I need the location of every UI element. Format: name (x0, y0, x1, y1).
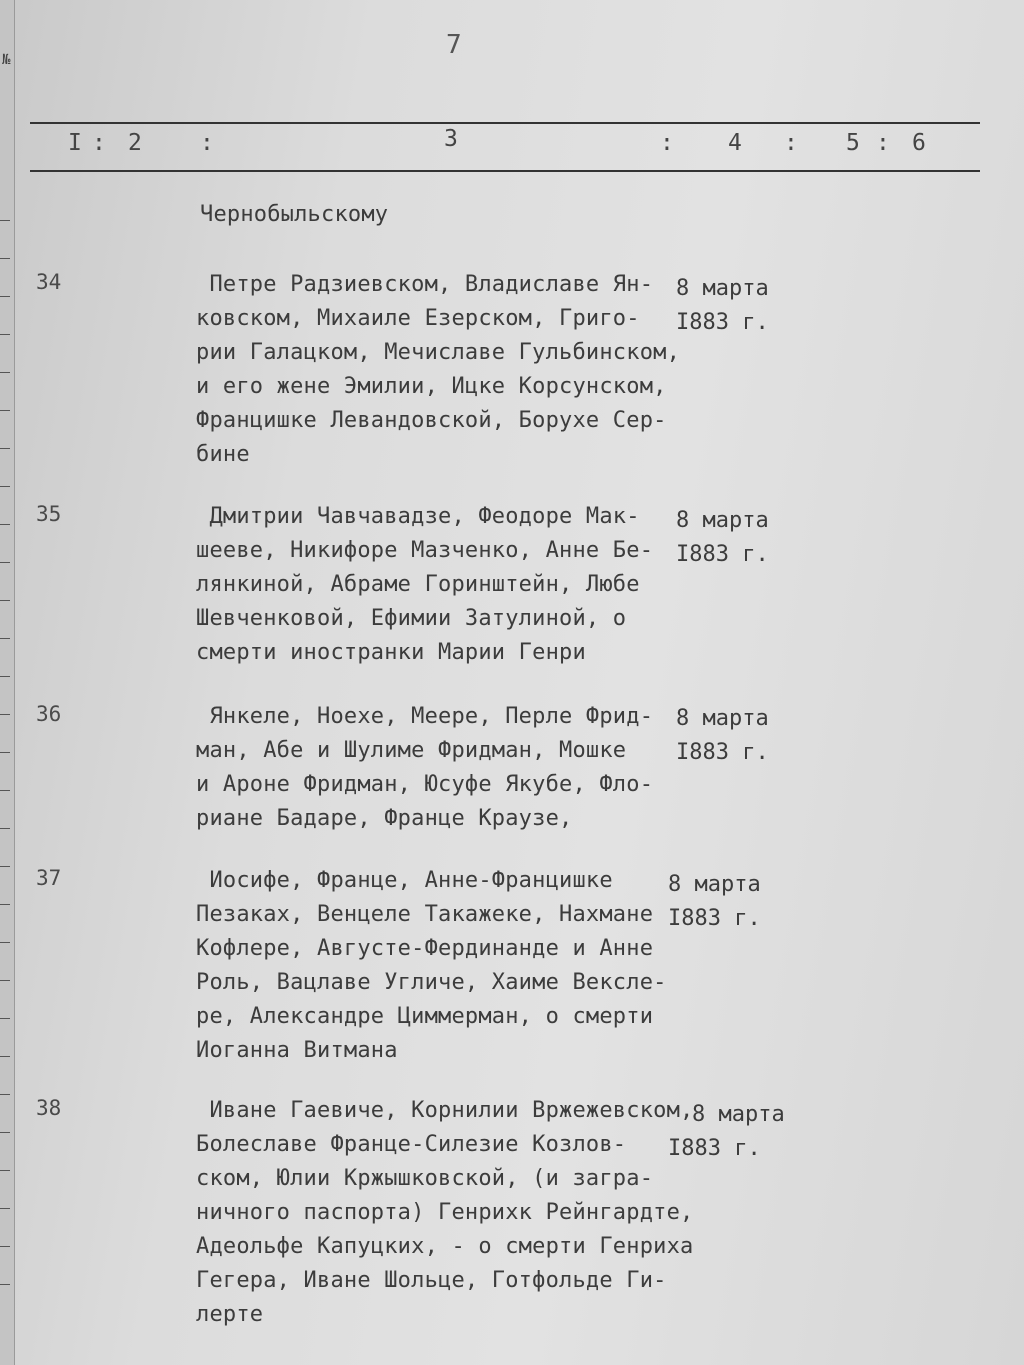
corner-mark: № (2, 52, 11, 68)
entry-date-year: I883 г. (668, 906, 761, 931)
entry-number: 38 (36, 1096, 62, 1120)
entry-text-line: Францишке Левандовской, Борухе Сер- (196, 408, 667, 433)
column-separator: : (92, 130, 106, 156)
page-number: 7 (446, 30, 462, 60)
entry-date-day: 8 марта (692, 1102, 785, 1127)
entry-text-line: Адеольфе Капуцких, - о смерти Генриха (196, 1234, 694, 1259)
section-title: Чернобыльскому (200, 202, 389, 227)
entry-text-line: Гегера, Иване Шольце, Готфольде Ги- (196, 1268, 667, 1293)
entry-date-year: I883 г. (676, 740, 769, 765)
column-header-6: 6 (912, 130, 926, 156)
entry-text-line: ничного паспорта) Генрихк Рейнгардте, (196, 1200, 694, 1225)
column-separator: : (660, 130, 674, 156)
entry-text-line: ском, Юлии Кржышковской, (и загра- (196, 1166, 654, 1191)
entry-text-line: ман, Абе и Шулиме Фридман, Мошке (196, 738, 627, 763)
entry-number: 36 (36, 702, 62, 726)
entry-text-line: Пезаках, Венцеле Такажеке, Нахмане (196, 902, 654, 927)
entry-date-year: I883 г. (668, 1136, 761, 1161)
entry-text-line: и Ароне Фридман, Юсуфе Якубе, Фло- (196, 772, 654, 797)
entry-text-line: риане Бадаре, Франце Краузе, (196, 806, 573, 831)
entry-text-line: Дмитрии Чавчавадзе, Феодоре Мак- (196, 504, 640, 529)
entry-number: 34 (36, 270, 62, 294)
entry-text-line: бине (196, 442, 250, 467)
column-separator: : (876, 130, 890, 156)
entry-text-line: Иоганна Витмана (196, 1038, 398, 1063)
entry-number: 37 (36, 866, 62, 890)
entry-text-line: Петре Радзиевском, Владиславе Ян- (196, 272, 654, 297)
entry-text-line: Иване Гаевиче, Корнилии Вржежевском, (196, 1098, 694, 1123)
entry-date-day: 8 марта (668, 872, 761, 897)
column-header-3: 3 (444, 126, 458, 152)
entry-text-line: шееве, Никифоре Мазченко, Анне Бе- (196, 538, 654, 563)
entry-text-line: Шевченковой, Ефимии Затулиной, о (196, 606, 627, 631)
header-top-rule (30, 122, 980, 124)
entry-date-year: I883 г. (676, 310, 769, 335)
entry-date-day: 8 марта (676, 508, 769, 533)
column-separator: : (200, 130, 214, 156)
column-header-4: 4 (728, 130, 742, 156)
column-separator: : (784, 130, 798, 156)
entry-text-line: рии Галацком, Мечиславе Гульбинском, (196, 340, 681, 365)
entry-text-line: ковском, Михаиле Езерском, Григо- (196, 306, 640, 331)
entry-date-year: I883 г. (676, 542, 769, 567)
entry-text-line: лерте (196, 1302, 264, 1327)
entry-number: 35 (36, 502, 62, 526)
entry-text-line: смерти иностранки Марии Генри (196, 640, 586, 665)
entry-text-line: Кофлере, Августе-Фердинанде и Анне (196, 936, 654, 961)
column-header-5: 5 (846, 130, 860, 156)
entry-text-line: Янкеле, Ноехе, Меере, Перле Фрид- (196, 704, 654, 729)
binding-edge (0, 0, 15, 1365)
entry-text-line: Роль, Вацлаве Угличе, Хаиме Векслe- (196, 970, 667, 995)
entry-text-line: ре, Александре Циммерман, о смерти (196, 1004, 654, 1029)
header-bottom-rule (30, 170, 980, 172)
column-header-2: 2 (128, 130, 142, 156)
entry-date-day: 8 марта (676, 706, 769, 731)
entry-text-line: Иосифе, Франце, Анне-Францишке (196, 868, 613, 893)
entry-date-day: 8 марта (676, 276, 769, 301)
entry-text-line: лянкиной, Абраме Горинштейн, Любе (196, 572, 640, 597)
entry-text-line: Болеславе Франце-Силезие Козлов- (196, 1132, 627, 1157)
entry-text-line: и его жене Эмилии, Ицке Корсунском, (196, 374, 667, 399)
column-header-1: I (68, 130, 82, 156)
